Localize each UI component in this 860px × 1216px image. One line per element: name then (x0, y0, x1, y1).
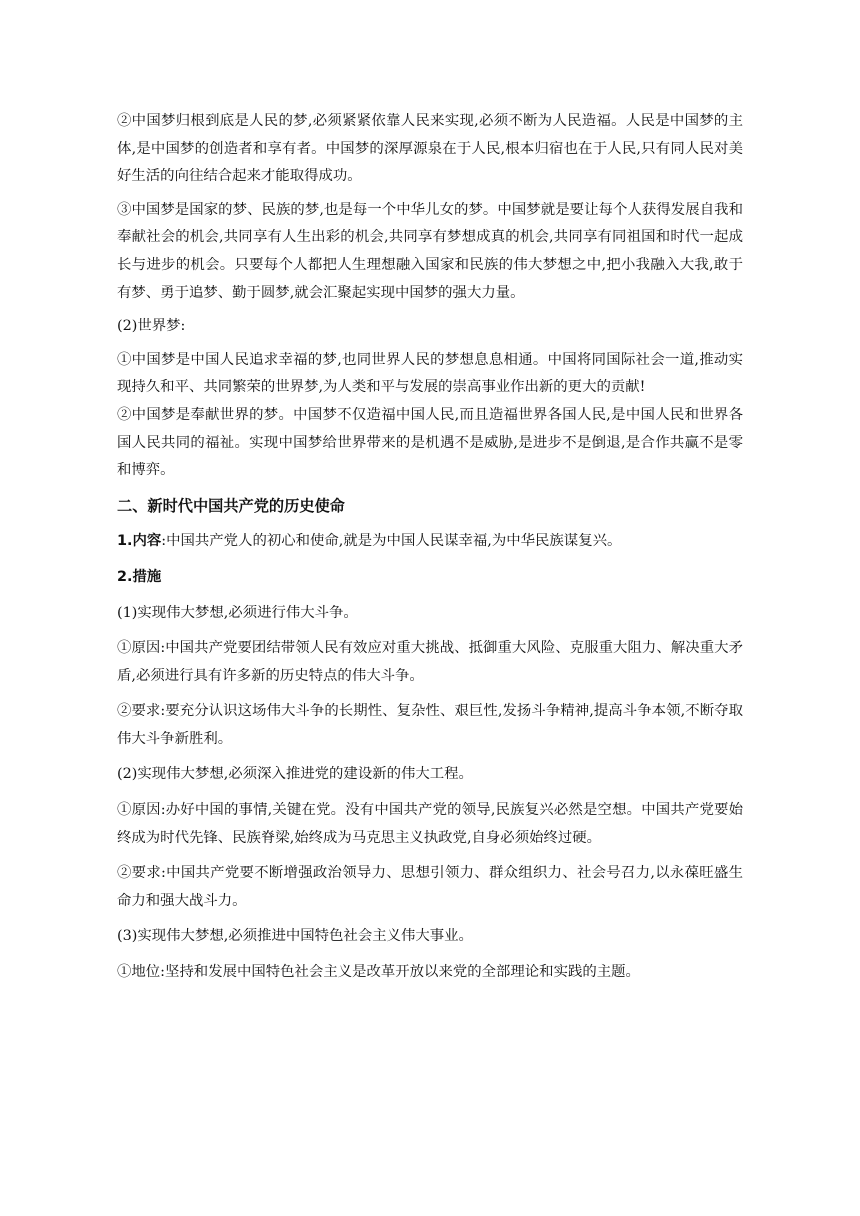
measures-item (117, 564, 743, 592)
paragraph-world-dream-1: ①中国梦是中国人民追求幸福的梦,也同世界人民的梦想息息相通。中国将同国际社会一道,推动实现持久和平、共同繁荣的世界梦,为人类和平与发展的崇高事业作出新的更大的贡献! (117, 351, 743, 396)
paragraph-dream-of-people: ②中国梦归根到底是人民的梦,必须紧紧依靠人民来实现,必须不断为人民造福。人民是中国梦的主体,是中国梦的创造者和享有者。中国梦的深厚源泉在于人民,根本归宿也在于人民,只有同人民对美好生活的向往结合起来才能取得成功。 (117, 113, 743, 185)
paragraph-dream-of-nation: ③中国梦是国家的梦、民族的梦,也是每一个中华儿女的梦。中国梦就是要让每个人获得发展自我和奉献社会的机会,共同享有人生出彩的机会,共同享有梦想成真的机会,共同享有同祖国和时代一起成长与进步的机会。只要每个人都把人生理想融入国家和民族的伟大梦想之中,把小我融入大我,敢于有梦、勇于追梦、勤于圆梦,就会汇聚起实现中国梦的强大力量。 (117, 201, 743, 301)
measure-struggle-requirement: ②要求:要充分认识这场伟大斗争的长期性、复杂性、艰巨性,发扬斗争精神,提高斗争本领,不断夺取伟大斗争新胜利。 (117, 703, 743, 747)
paragraph-world-dream-2: ②中国梦是奉献世界的梦。中国梦不仅造福中国人民,而且造福世界各国人民,是中国人民和世界各国人民共同的福祉。实现中国梦给世界带来的是机遇不是威胁,是进步不是倒退,是合作共赢不是零和博弈。 (117, 406, 743, 479)
measure-socialism-position: ①地位:坚持和发展中国特色社会主义是改革开放以来党的全部理论和实践的主题。 (117, 964, 640, 981)
measure-struggle-reason: ①原因:中国共产党要团结带领人民有效应对重大挑战、抵御重大风险、克服重大阻力、解决重大矛盾,必须进行具有许多新的历史特点的伟大斗争。 (117, 640, 743, 684)
measure-party-building: (2)实现伟大梦想,必须深入推进党的建设新的伟大工程。 (117, 766, 473, 783)
measures-item-number: 2 (117, 568, 128, 585)
content-item (117, 528, 743, 556)
content-item-text: :中国共产党人的初心和使命,就是为中国人民谋幸福,为中华民族谋复兴。 (161, 533, 622, 550)
document-page (117, 108, 743, 987)
measures-item-label: .措施 (127, 568, 162, 585)
measure-party-building-requirement: ②要求:中国共产党要不断增强政治领导力、思想引领力、群众组织力、社会号召力,以永葆旺盛生命力和强大战斗力。 (117, 865, 743, 909)
measure-socialism-cause: (3)实现伟大梦想,必须推进中国特色社会主义伟大事业。 (117, 928, 473, 945)
content-item-label: .内容 (127, 533, 162, 550)
measure-struggle: (1)实现伟大梦想,必须进行伟大斗争。 (117, 604, 358, 621)
content-item-number: 1 (117, 533, 128, 550)
measure-party-building-reason: ①原因:办好中国的事情,关键在党。没有中国共产党的领导,民族复兴必然是空想。中国共产党要始终成为时代先锋、民族脊梁,始终成为马克思主义执政党,自身必须始终过硬。 (117, 802, 743, 846)
section-heading: 二、新时代中国共产党的历史使命 (117, 496, 345, 515)
subheading-world-dream: (2)世界梦: (117, 318, 186, 335)
